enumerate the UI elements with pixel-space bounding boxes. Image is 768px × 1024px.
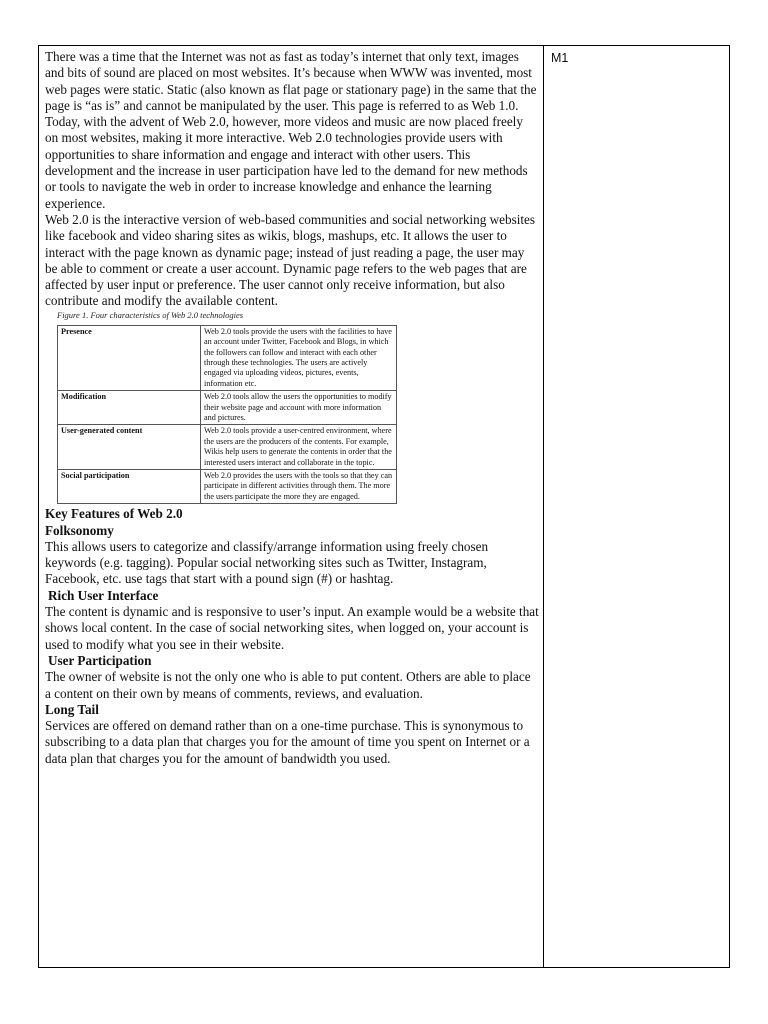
- margin-column: [544, 46, 729, 977]
- rich-ui-text: The content is dynamic and is responsive to user’s input. An example would be a website that shows local content. In the case of social networking sites, when logged on, your account is used to modify what you see in their website.: [45, 604, 539, 652]
- rich-ui-title: Rich User Interface: [48, 587, 159, 603]
- folksonomy-title: Folksonomy: [45, 522, 114, 538]
- user-participation-title: User Participation: [48, 652, 152, 668]
- long-tail-title: Long Tail: [45, 701, 99, 717]
- document-frame: [38, 45, 730, 968]
- table-cell-desc: Web 2.0 tools allow the users the opportunities to modify their website page and account with more information and pictures.: [201, 391, 397, 425]
- long-tail-text: Services are offered on demand rather than on a one-time purchase. This is synonymous to subscribing to a data plan that charges you for the amount of time you spent on Internet or a data plan that charges you for the amount of bandwidth you used.: [45, 718, 530, 766]
- table-cell-term: Presence: [58, 325, 201, 390]
- table-cell-term: Social participation: [58, 470, 201, 504]
- table-row: [58, 325, 397, 390]
- figure-caption: Figure 1. Four characteristics of Web 2.0 technologies: [57, 309, 244, 320]
- table-row: [58, 470, 397, 504]
- table-cell-desc: Web 2.0 tools provide a user-centred environment, where the users are the producers of the contents. For example, Wikis help users to generate the contents in order that the interested users interact and collaborate in the topic.: [201, 425, 397, 470]
- folksonomy-text: This allows users to categorize and classify/arrange information using freely chosen keywords (e.g. tagging). Popular social networking sites such as Twitter, Instagram, Facebook, etc. use tags that start with a pound sign (#) or hashtag.: [45, 538, 489, 587]
- table-cell-desc: Web 2.0 tools provide the users with the facilities to have an account under Twitter, Facebook and Blogs, in which the followers can follow and interact with each other through these technologies. The users are actively engaged via uploading videos, pictures, events, information etc.: [201, 325, 397, 390]
- intro-paragraph-2: Web 2.0 is the interactive version of web-based communities and social networking websites like facebook and video sharing sites as wikis, blogs, mashups, etc. It allows the user to interact with the page known as dynamic page; instead of just reading a page, the user may be able to comment or create a user account. Dynamic page refers to the web pages that are affected by user input or preference. The user cannot only receive information, but also contribute and modify the available content.: [45, 211, 536, 309]
- content-column: [39, 46, 544, 967]
- key-features-heading: Key Features of Web 2.0: [45, 506, 183, 522]
- table-cell-desc: Web 2.0 provides the users with the tools so that they can participate in different activities through them. The more the users participate the more they are engaged.: [201, 470, 397, 504]
- figure-table: [57, 325, 397, 505]
- intro-paragraph-1: There was a time that the Internet was not as fast as today’s internet that only text, images and bits of sound are placed on most websites. It’s because when WWW was invented, most web pages were static. Static (also known as flat page or stationary page) in the same that the page is “as is” and cannot be manipulated by the user. This page is referred to as Web 1.0. Today, with the advent of Web 2.0, however, more videos and music are now placed freely on most websites, making it more interactive. Web 2.0 technologies provide users with opportunities to share information and engage and interact with other users. This development and the increase in user participation have led to the demand for new methods or tools to navigate the web in order to increase knowledge and enhance the learning experience.: [45, 49, 537, 211]
- table-row: [58, 391, 397, 425]
- table-cell-term: User-generated content: [58, 425, 201, 470]
- user-participation-text: The owner of website is not the only one who is able to put content. Others are able to place a content on their own by means of comments, reviews, and evaluation.: [45, 669, 531, 701]
- margin-label: M1: [551, 51, 569, 65]
- table-row: [58, 425, 397, 470]
- table-cell-term: Modification: [58, 391, 201, 425]
